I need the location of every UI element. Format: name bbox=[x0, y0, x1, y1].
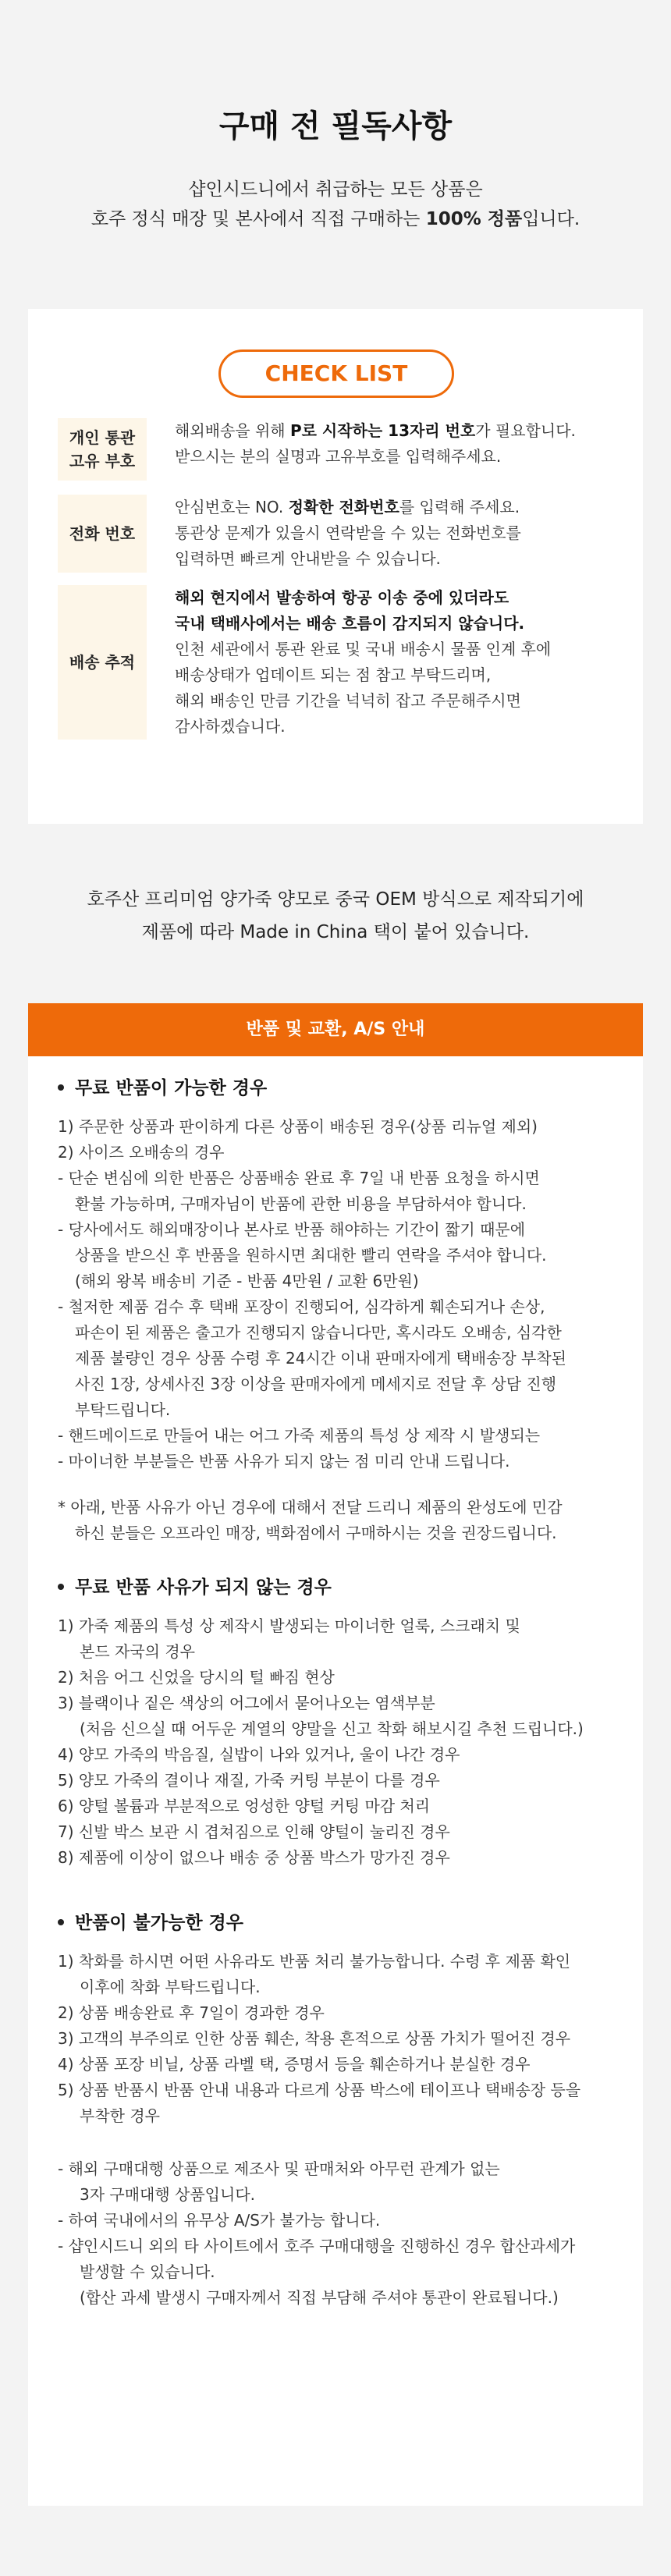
oem-line: 호주산 프리미엄 양가죽 양모로 중국 OEM 방식으로 제작되기에 bbox=[87, 889, 584, 910]
checklist-card bbox=[28, 309, 643, 824]
text-span: 안심번호는 NO. bbox=[175, 498, 289, 516]
list-item: 환불 가능하며, 구매자님이 반품에 관한 비용을 부담하셔야 합니다. bbox=[75, 1194, 527, 1213]
checklist-text-customs bbox=[175, 418, 643, 470]
not-free-return-list bbox=[58, 1613, 627, 1871]
list-item: 3자 구매대행 상품입니다. bbox=[80, 2185, 255, 2204]
list-item: 1) 주문한 상품과 판이하게 다른 상품이 배송된 경우(상품 리뉴얼 제외) bbox=[58, 1117, 538, 1136]
bullet-icon bbox=[58, 1919, 64, 1925]
free-return-list bbox=[58, 1114, 627, 1474]
list-item: 8) 제품에 이상이 없으나 배송 중 상품 박스가 망가진 경우 bbox=[58, 1848, 450, 1867]
as-notice-list bbox=[58, 2156, 627, 2311]
list-item: 4) 양모 가죽의 박음질, 실밥이 나와 있거나, 울이 나간 경우 bbox=[58, 1745, 460, 1764]
checklist-row-tracking bbox=[58, 585, 613, 740]
text-bold: 정확한 전화번호 bbox=[288, 498, 399, 516]
checklist-label-tracking: 배송 추적 bbox=[58, 585, 147, 740]
section-title-no-return bbox=[58, 1908, 243, 1934]
checklist-label-customs bbox=[58, 418, 147, 481]
list-item: 2) 상품 배송완료 후 7일이 경과한 경우 bbox=[58, 2003, 325, 2022]
text-line: 감사하겠습니다. bbox=[175, 717, 286, 736]
list-item: 1) 착화를 하시면 어떤 사유라도 반품 처리 불가능합니다. 수령 후 제품 확인 bbox=[58, 1952, 571, 1971]
note-line: * 아래, 반품 사유가 아닌 경우에 대해서 전달 드리니 제품의 완성도에 민감 bbox=[58, 1498, 563, 1517]
list-item: - 해외 구매대행 상품으로 제조사 및 판매처와 아무런 관계가 없는 bbox=[58, 2159, 500, 2178]
bullet-icon bbox=[58, 1084, 64, 1091]
list-item: 5) 양모 가죽의 결이나 재질, 가죽 커팅 부분이 다를 경우 bbox=[58, 1771, 440, 1790]
hero-line-1: 샵인시드니에서 취급하는 모든 상품은 bbox=[188, 179, 483, 200]
list-item: 5) 상품 반품시 반품 안내 내용과 다르게 상품 박스에 테이프나 택배송장 등을 bbox=[58, 2081, 581, 2099]
list-item: 1) 가죽 제품의 특성 상 제작시 발생되는 마이너한 얼룩, 스크래치 및 bbox=[58, 1616, 520, 1635]
text-line: 인천 세관에서 통관 완료 및 국내 배송시 물품 인계 후에 bbox=[175, 640, 552, 658]
bullet-icon bbox=[58, 1584, 64, 1590]
text-span: 해외배송을 위해 bbox=[175, 421, 290, 440]
list-item: (해외 왕복 배송비 기준 - 반품 4만원 / 교환 6만원) bbox=[75, 1272, 419, 1290]
text-bold: P로 시작하는 13자리 번호 bbox=[289, 421, 476, 440]
list-item: - 샵인시드니 외의 타 사이트에서 호주 구매대행을 진행하신 경우 합산과세가 bbox=[58, 2237, 576, 2255]
section-title-text: 무료 반품이 가능한 경우 bbox=[75, 1078, 268, 1098]
hero-line-2-post: 입니다. bbox=[522, 209, 580, 229]
list-item: 2) 처음 어그 신었을 당시의 털 빠짐 현상 bbox=[58, 1668, 335, 1687]
oem-notice bbox=[0, 883, 671, 949]
list-item: 제품 불량인 경우 상품 수령 후 24시간 이내 판매자에게 택배송장 부착된 bbox=[75, 1349, 566, 1368]
checklist-label-phone: 전화 번호 bbox=[58, 495, 147, 573]
text-span: 가 필요합니다. bbox=[475, 421, 576, 440]
checklist-text-tracking bbox=[175, 585, 643, 740]
list-item: (처음 신으실 때 어두운 계열의 양말을 신고 착화 해보시길 추천 드립니다.) bbox=[80, 1719, 584, 1738]
list-item: 사진 1장, 상세사진 3장 이상을 판매자에게 메세지로 전달 후 상담 진행 bbox=[75, 1375, 557, 1393]
checklist-row-phone bbox=[58, 495, 613, 573]
list-item: 7) 신발 박스 보관 시 겹쳐짐으로 인해 양털이 눌리진 경우 bbox=[58, 1822, 450, 1841]
section-title-not-free-return bbox=[58, 1573, 332, 1598]
text-bold: 국내 택배사에서는 배송 흐름이 감지되지 않습니다. bbox=[175, 614, 525, 633]
text-line: 배송상태가 업데이트 되는 점 참고 부탁드리며, bbox=[175, 665, 492, 684]
section-title-text: 무료 반품 사유가 되지 않는 경우 bbox=[75, 1577, 332, 1598]
label-line: 고유 부호 bbox=[69, 452, 136, 470]
list-item: - 마이너한 부분들은 반품 사유가 되지 않는 점 미리 안내 드립니다. bbox=[58, 1452, 510, 1471]
note-line: 하신 분들은 오프라인 매장, 백화점에서 구매하시는 것을 권장드립니다. bbox=[75, 1524, 557, 1542]
list-item: - 단순 변심에 의한 반품은 상품배송 완료 후 7일 내 반품 요청을 하시면 bbox=[58, 1169, 540, 1187]
list-item: - 당사에서도 해외매장이나 본사로 반품 해야하는 기간이 짧기 때문에 bbox=[58, 1220, 526, 1239]
list-item: - 철저한 제품 검수 후 택배 포장이 진행되어, 심각하게 훼손되거나 손상, bbox=[58, 1297, 545, 1316]
list-item: 6) 양털 볼륨과 부분적으로 엉성한 양털 커팅 마감 처리 bbox=[58, 1797, 431, 1815]
return-policy-card bbox=[28, 1003, 643, 2506]
list-item: 상품을 받으신 후 반품을 원하시면 최대한 빨리 연락을 주셔야 합니다. bbox=[75, 1246, 547, 1265]
text-line: 해외 배송인 만큼 기간을 넉넉히 잡고 주문해주시면 bbox=[175, 691, 521, 710]
hero-line-2-bold: 100% 정품 bbox=[425, 209, 523, 229]
section-title-text: 반품이 불가능한 경우 bbox=[75, 1913, 243, 1933]
section-title-free-return bbox=[58, 1073, 267, 1099]
no-return-list bbox=[58, 1949, 627, 2129]
text-line: 통관상 문제가 있을시 연락받을 수 있는 전화번호를 bbox=[175, 523, 521, 542]
hero-line-2 bbox=[0, 204, 671, 230]
list-item: 3) 고객의 부주의로 인한 상품 훼손, 착용 흔적으로 상품 가치가 떨어진 경우 bbox=[58, 2029, 571, 2048]
list-item: (합산 과세 발생시 구매자께서 직접 부담해 주셔야 통관이 완료됩니다.) bbox=[80, 2288, 559, 2307]
list-item: 부착한 경우 bbox=[80, 2106, 160, 2125]
list-item: 이후에 착화 부탁드립니다. bbox=[80, 1978, 261, 1996]
list-item: - 하여 국내에서의 유무상 A/S가 불가능 합니다. bbox=[58, 2211, 381, 2230]
checklist-row-customs bbox=[58, 418, 613, 481]
list-item: 파손이 된 제품은 출고가 진행되지 않습니다만, 혹시라도 오배송, 심각한 bbox=[75, 1323, 562, 1342]
page-title: 구매 전 필독사항 bbox=[218, 108, 453, 144]
list-item: 4) 상품 포장 비닐, 상품 라벨 택, 증명서 등을 훼손하거나 분실한 경우 bbox=[58, 2055, 531, 2074]
oem-line: 제품에 따라 Made in China 택이 붙어 있습니다. bbox=[141, 922, 530, 942]
list-item: 3) 블랙이나 짙은 색상의 어그에서 묻어나오는 염색부분 bbox=[58, 1694, 435, 1712]
text-line: 입력하면 빠르게 안내받을 수 있습니다. bbox=[175, 549, 441, 568]
return-policy-header: 반품 및 교환, A/S 안내 bbox=[28, 1003, 643, 1056]
list-item: 본드 자국의 경우 bbox=[80, 1642, 195, 1661]
hero-line-2-pre: 호주 정식 매장 및 본사에서 직접 구매하는 bbox=[91, 209, 426, 229]
checklist-badge: CHECK LIST bbox=[218, 349, 454, 398]
text-bold: 해외 현지에서 발송하여 항공 이송 중에 있더라도 bbox=[175, 588, 509, 607]
list-item: 2) 사이즈 오배송의 경우 bbox=[58, 1143, 225, 1162]
list-item: 부탁드립니다. bbox=[75, 1400, 171, 1419]
hero-section bbox=[0, 0, 671, 296]
text-span: 를 입력해 주세요. bbox=[399, 498, 520, 516]
list-item: 발생할 수 있습니다. bbox=[80, 2262, 215, 2281]
list-item: - 핸드메이드로 만들어 내는 어그 가죽 제품의 특성 상 제작 시 발생되는 bbox=[58, 1426, 541, 1445]
text-line: 받으시는 분의 실명과 고유부호를 입력해주세요. bbox=[175, 447, 502, 466]
checklist-text-phone bbox=[175, 495, 643, 572]
label-line: 개인 통관 bbox=[69, 428, 136, 447]
free-return-note bbox=[58, 1495, 627, 1546]
